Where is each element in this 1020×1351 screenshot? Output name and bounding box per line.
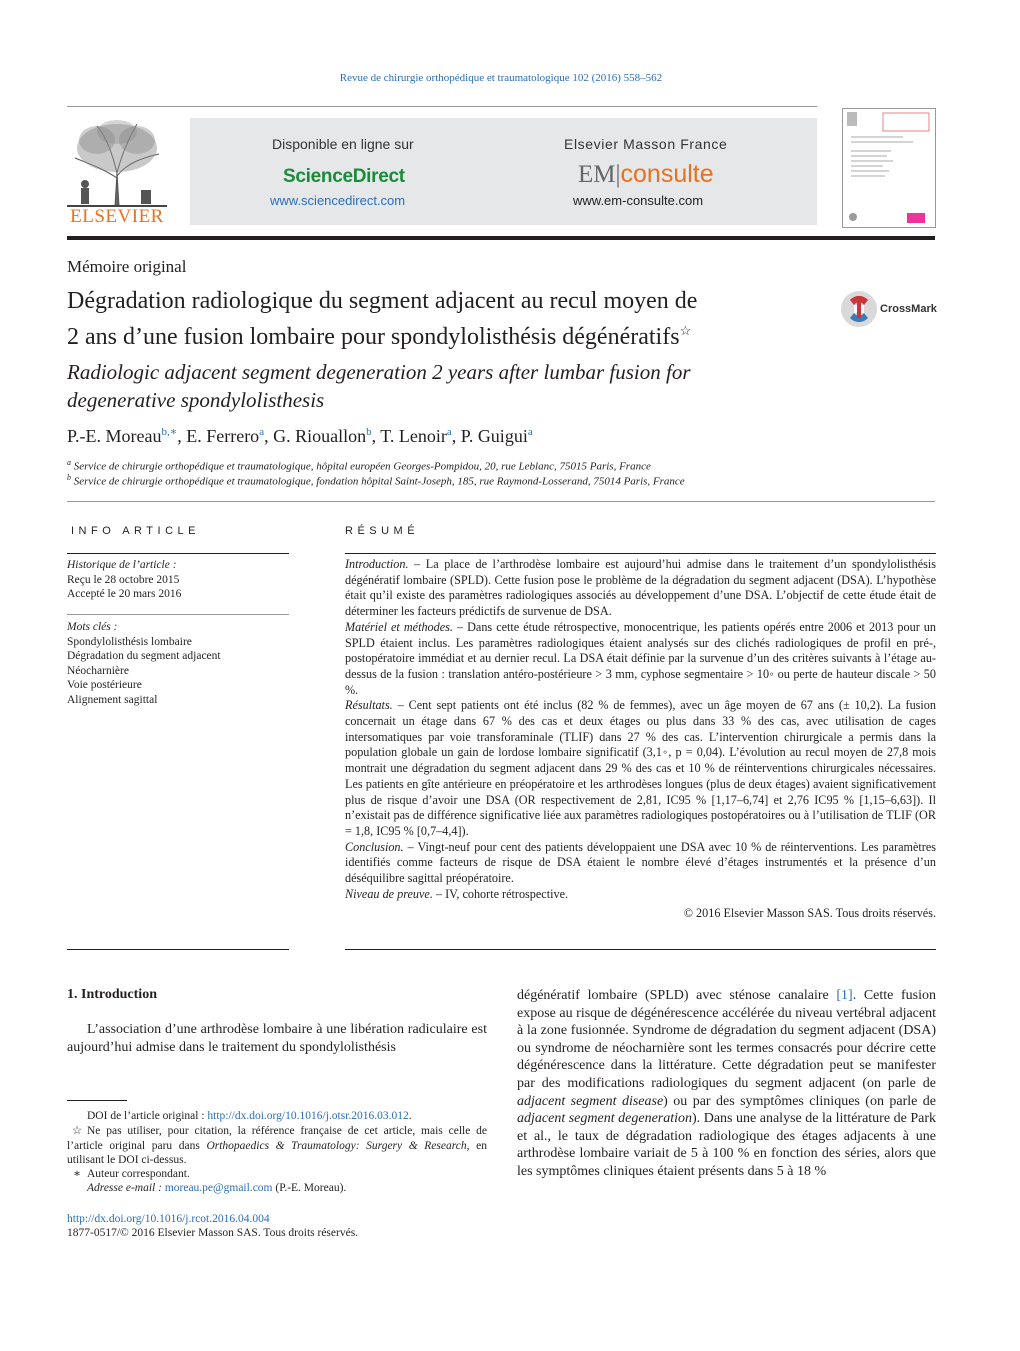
resume-text: – Dans cette étude rétrospective, monocentrique, les patients opérés entre 2006 et 2013 pour un SPLD étaient inclus. Les paramètres radiologiques étaient analysés sur des clichés radiologiques de profil en pré-, postopératoire immédiat et au dernier recul. La DSA était définie par la survenue d’un des critères suivants à l’étage au-dessus de la fusion : translation antéro-postérieure > 3 mm, cyphose segmentaire > 10◦ ou perte de hauteur discale > 50 %.	[345, 619, 936, 697]
author-name: T. Lenoir	[380, 426, 447, 446]
affiliation-a	[67, 458, 651, 473]
resume-bottom-rule	[345, 949, 936, 950]
footnote-italic: Orthopaedics & Traumatology: Surgery & Research	[206, 1139, 467, 1152]
body-text: ) ou par des symptômes cliniques (on parle de	[663, 1093, 937, 1109]
keyword: Spondylolisthésis lombaire	[67, 635, 192, 648]
title-line-1: Dégradation radiologique du segment adjacent au recul moyen de	[67, 288, 698, 314]
english-title-line-1: Radiologic adjacent segment degeneration 2 years after lumbar fusion for	[67, 360, 691, 384]
em-logo-em: EM	[578, 161, 616, 188]
email-link[interactable]: moreau.pe@gmail.com	[164, 1182, 273, 1194]
resume-introduction	[345, 557, 936, 620]
author-affiliation-mark[interactable]: b,∗	[161, 426, 178, 438]
resume-conclusion	[345, 840, 936, 887]
author-name: P. Guigui	[460, 426, 528, 446]
author-separator: ,	[451, 426, 461, 446]
title-footnote-star[interactable]: ☆	[679, 323, 692, 338]
resume-label: Résultats.	[345, 698, 393, 713]
resume-rule	[345, 553, 936, 554]
affiliation-label: a	[67, 458, 71, 467]
article-title	[67, 286, 807, 352]
author-separator: ,	[177, 426, 187, 446]
english-title	[67, 358, 767, 414]
footnote-period: .	[408, 1110, 412, 1122]
history-label: Historique de l’article :	[67, 559, 177, 571]
resume-copyright: © 2016 Elsevier Masson SAS. Tous droits réservés.	[683, 906, 936, 920]
footnote-text: , en utilisant le DOI ci-dessus.	[67, 1139, 487, 1166]
info-article-rule	[67, 553, 289, 554]
article-doi-link[interactable]: http://dx.doi.org/10.1016/j.rcot.2016.04.004	[67, 1213, 270, 1225]
received-date: Reçu le 28 octobre 2015	[67, 573, 180, 586]
em-logo-consulte: consulte	[620, 160, 714, 188]
author-name: P.-E. Moreau	[67, 426, 162, 446]
resume-label: Conclusion.	[345, 839, 404, 854]
keywords-label: Mots clés :	[67, 621, 118, 633]
info-article-bottom-rule	[67, 949, 289, 950]
intro-right-paragraph	[517, 987, 936, 1181]
resume-body	[345, 557, 936, 902]
keyword: Alignement sagittal	[67, 693, 158, 706]
keyword: Dégradation du segment adjacent	[67, 650, 221, 662]
article-type: Mémoire original	[67, 257, 187, 276]
journal-reference[interactable]: Revue de chirurgie orthopédique et traumatologique 102 (2016) 558–562	[339, 72, 663, 84]
body-text: dégénératif lombaire (SPLD) avec sténose canalaire	[517, 988, 837, 1003]
footnote-star	[67, 1124, 487, 1168]
asterisk-mark: ∗	[73, 1168, 81, 1180]
resume-label: Introduction.	[345, 557, 409, 571]
available-online-label: Disponible en ligne sur	[272, 136, 414, 152]
author-separator: ,	[371, 426, 381, 446]
sciencedirect-logo[interactable]: ScienceDirect	[283, 166, 405, 187]
affiliation-text: Service de chirurgie orthopédique et traumatologique, fondation hôpital Saint-Joseph, 185, rue Raymond-Losserand, 75014 Paris, France	[73, 475, 685, 488]
affiliation-label: b	[67, 473, 71, 482]
title-line-2	[67, 316, 807, 352]
english-title-line-2: degenerative spondylolisthesis	[67, 388, 325, 412]
affiliation-b	[67, 473, 685, 488]
section-heading-introduction: 1. Introduction	[67, 987, 157, 1002]
resume-level	[345, 887, 936, 903]
keyword: Néocharnière	[67, 664, 129, 677]
original-doi-link[interactable]: http://dx.doi.org/10.1016/j.otsr.2016.03.012	[207, 1110, 409, 1122]
keyword: Voie postérieure	[67, 679, 142, 691]
body-italic: adjacent segment degeneration	[517, 1111, 693, 1127]
author-affiliation-mark[interactable]: b	[366, 426, 372, 438]
keywords-block	[67, 620, 289, 707]
resume-heading: RÉSUMÉ	[345, 525, 420, 537]
resume-text: – La place de l’arthrodèse lombaire est aujourd’hui admise dans le traitement d’un spondylolisthésis dégénératif lombaire (SPLD). Cette fusion pose le problème de la dégradation du segment adjacent (DSA). L’hypothèse était qu’il existe des paramètres radiologiques associés au développement d’une DSA. L’objectif de cette étude était de déterminer les facteurs prédictifs de survenue de DSA.	[345, 557, 936, 619]
author-affiliation-mark[interactable]: a	[259, 426, 265, 438]
accepted-date: Accepté le 20 mars 2016	[67, 588, 182, 600]
resume-text: – Cent sept patients ont été inclus (82 % de femmes), avec un âge moyen de 67 ans (± 10,2). La fusion concernait un étage dans 67 % des cas et deux étages ou plus dans 33 % des cas, avec utilisation de cages intersomatiques par voie transforaminale (TLIF) dans 27 % des cas. L’intervention chirurgicale a permis dans la population globale un gain de lordose lombaire significatif (3,1◦, p = 0,04). L’évolution au recul moyen de 27,8 mois montrait une dégradation du segment adjacent dans 29 % des cas et 10 % de réinterventions chirurgicales nécessaires. Les patients en gîte antérieure en préopératoire et les arthrodèses longues (plus de deux étages) avaient significativement plus de risque d’avoir une DSA (OR respectivement de 2,81, IC95 % [1,17–6,74] et 2,76 IC95 % [1,15–6,63]). Il n’existait pas de différence significative liée aux paramètres radiologiques postopératoires ou à l’utilisation de TLIF (OR = 1,8, IC95 % [0,7–4,4]).	[345, 698, 936, 838]
crossmark-label: CrossMark	[880, 303, 937, 315]
em-consulte-link[interactable]: www.em-consulte.com	[573, 193, 704, 208]
info-article-heading: INFO ARTICLE	[71, 525, 200, 537]
intro-left-paragraph: L’association d’une arthrodèse lombaire à une libération radiculaire est aujourd’hui admise dans le traitement du spondylolisthésis	[67, 1022, 487, 1055]
footnote-doi	[87, 1109, 487, 1124]
em-logo-divider: |	[615, 161, 621, 188]
resume-results	[345, 698, 936, 839]
footnote-text: (P.-E. Moreau).	[272, 1182, 347, 1194]
article-history	[67, 558, 289, 602]
author-separator: ,	[264, 426, 274, 446]
footnote-text: Ne pas utiliser, pour citation, la référence française de cet article, mais celle de l’article original paru dans	[67, 1125, 487, 1152]
banner-rule	[67, 236, 935, 240]
author-affiliation-mark[interactable]: a	[446, 426, 452, 438]
resume-label: Niveau de preuve.	[345, 886, 433, 901]
email-label: Adresse e-mail :	[87, 1182, 165, 1194]
resume-label: Matériel et méthodes.	[345, 619, 453, 634]
author-name: E. Ferrero	[186, 426, 260, 446]
sciencedirect-link[interactable]: www.sciencedirect.com	[270, 193, 406, 208]
body-text: ). Dans une analyse de la littérature de Park et al., le taux de dégradation radiologique des étages adjacents à une arthrodèse lombaire variait de 5 à 100 % en fonction des séries, alors que les symptômes cliniques étaient présents dans 5 à 18 %	[517, 1111, 936, 1179]
resume-text: – Vingt-neuf pour cent des patients développaient une DSA avec 10 % de réinterventions. Les paramètres identifiés comme facteurs de risque de DSA étaient le nombre élevé d’étages instrumentés et la présence d’un déséquilibre sagittal préopératoire.	[345, 839, 936, 886]
em-publisher-label: Elsevier Masson France	[564, 136, 728, 152]
reference-link[interactable]: [1]	[836, 988, 853, 1003]
affiliation-text: Service de chirurgie orthopédique et traumatologique, hôpital européen Georges-Pompidou, 20, rue Leblanc, 75015 Paris, France	[73, 460, 651, 473]
history-rule	[67, 614, 289, 615]
body-italic: adjacent segment disease	[517, 1093, 664, 1109]
header-rule	[67, 106, 817, 107]
title-line-2-text: 2 ans d’une fusion lombaire pour spondylolisthésis dégénératifs	[67, 324, 680, 350]
author-affiliation-mark[interactable]: a	[527, 426, 533, 438]
em-consulte-logo[interactable]	[578, 160, 714, 189]
author-name: G. Riouallon	[273, 426, 367, 446]
footnote-corresponding	[67, 1167, 487, 1182]
author-list	[67, 425, 533, 447]
footnote-email	[87, 1181, 487, 1196]
body-text: . Cette fusion expose au risque de dégénérescence accélérée du niveau vertébral adjacent à la zone fusionnée. Syndrome de dégradation du segment adjacent (DSA) ou syndrome de néocharnière sont les termes consacrés pour décrire cette dégénérescence dans la littérature. Cette dégradation peut se manifester par des modifications radiologiques du segment adjacent (on parle de	[517, 988, 936, 1091]
front-matter-rule	[67, 501, 935, 502]
resume-text: – IV, cohorte rétrospective.	[432, 886, 569, 901]
footnote-label: DOI de l’article original :	[87, 1110, 208, 1122]
issn-copyright: 1877-0517/© 2016 Elsevier Masson SAS. Tous droits réservés.	[67, 1227, 359, 1239]
elsevier-wordmark: ELSEVIER	[70, 206, 164, 227]
journal-cover-thumbnail	[842, 108, 936, 228]
resume-methods	[345, 620, 936, 699]
footnote-rule	[67, 1100, 127, 1101]
crossmark-badge[interactable]	[840, 290, 940, 330]
footnote-star-mark: ☆	[71, 1125, 83, 1137]
footnote-text: Auteur correspondant.	[87, 1168, 190, 1180]
